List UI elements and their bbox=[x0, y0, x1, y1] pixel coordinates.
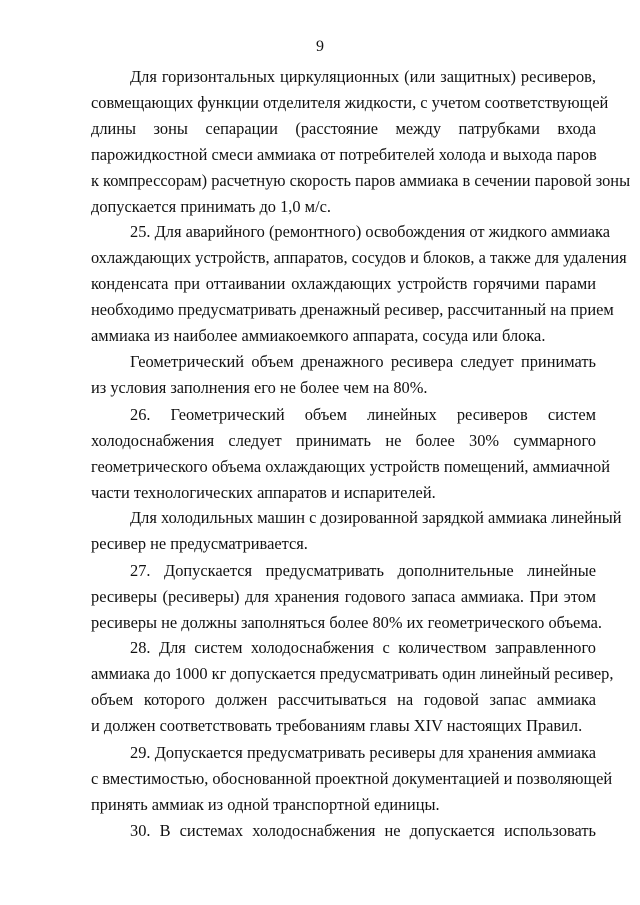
text-line: с вместимостью, обоснованной проектной документацией и позволяющей bbox=[91, 769, 613, 788]
text-line: ресиверы не должны заполняться более 80% их геометрического объема. bbox=[91, 613, 602, 632]
text-line: и должен соответствовать требованиям главы XIV настоящих Правил. bbox=[91, 716, 583, 735]
text-line: из условия заполнения его не более чем на 80%. bbox=[91, 378, 428, 397]
text-line: холодоснабжения следует принимать не более 30% суммарного bbox=[91, 431, 596, 450]
text-line: объем которого должен рассчитываться на годовой запас аммиака bbox=[91, 690, 596, 709]
text-line: 25. Для аварийного (ремонтного) освобождения от жидкого аммиака bbox=[130, 222, 611, 241]
text-line: Геометрический объем дренажного ресивера следует принимать bbox=[130, 352, 596, 371]
text-line: ресиверы (ресиверы) для хранения годового запаса аммиака. При этом bbox=[91, 587, 596, 606]
text-line: 28. Для систем холодоснабжения с количеством заправленного bbox=[130, 638, 596, 657]
text-line: совмещающих функции отделителя жидкости, с учетом соответствующей bbox=[91, 93, 609, 112]
text-line: 30. В системах холодоснабжения не допускается использовать bbox=[130, 821, 596, 840]
text-line: аммиака до 1000 кг допускается предусматривать один линейный ресивер, bbox=[91, 664, 614, 683]
text-line: длины зоны сепарации (расстояние между патрубками входа bbox=[91, 119, 596, 138]
text-line: ресивер не предусматривается. bbox=[91, 534, 308, 553]
text-line: принять аммиак из одной транспортной единицы. bbox=[91, 795, 440, 814]
text-line: аммиака из наиболее аммиакоемкого аппарата, сосуда или блока. bbox=[91, 326, 546, 345]
text-line: 26. Геометрический объем линейных ресиверов систем bbox=[130, 405, 596, 424]
text-line: к компрессорам) расчетную скорость паров аммиака в сечении паровой зоны bbox=[91, 171, 631, 190]
text-line: части технологических аппаратов и испарителей. bbox=[91, 483, 436, 502]
text-line: парожидкостной смеси аммиака от потребителей холода и выхода паров bbox=[91, 145, 597, 164]
text-line: Для холодильных машин с дозированной зарядкой аммиака линейный bbox=[130, 508, 622, 527]
text-line: Для горизонтальных циркуляционных (или защитных) ресиверов, bbox=[130, 67, 596, 86]
text-line: конденсата при оттаивании охлаждающих устройств горячими парами bbox=[91, 274, 596, 293]
page-number: 9 bbox=[316, 38, 324, 55]
text-line: охлаждающих устройств, аппаратов, сосудов и блоков, а также для удаления bbox=[91, 248, 627, 267]
text-line: допускается принимать до 1,0 м/с. bbox=[91, 197, 331, 216]
text-line: геометрического объема охлаждающих устройств помещений, аммиачной bbox=[91, 457, 610, 476]
text-line: 27. Допускается предусматривать дополнительные линейные bbox=[130, 561, 596, 580]
text-line: 29. Допускается предусматривать ресиверы для хранения аммиака bbox=[130, 743, 596, 762]
text-line: необходимо предусматривать дренажный ресивер, рассчитанный на прием bbox=[91, 300, 614, 319]
